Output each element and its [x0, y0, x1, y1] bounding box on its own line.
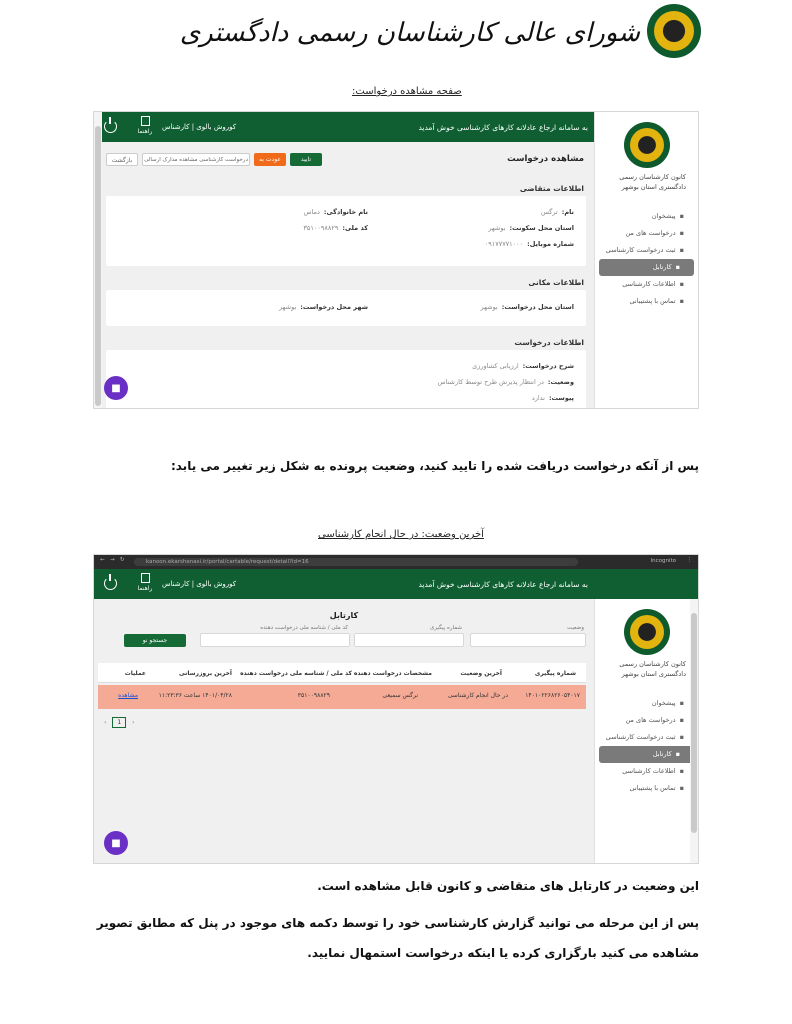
sidebar: [594, 112, 698, 408]
national-id-field: کد ملی:۳۵۱۰۰۹۸۸۲۹: [303, 224, 368, 232]
subject-field: شرح درخواست:ارزیابی کشاورزی: [472, 362, 574, 370]
user-label[interactable]: کوروش بالوی | کارشناس: [162, 580, 237, 588]
col-last-update: آخرین بروزرسانی: [179, 670, 232, 677]
guide-button[interactable]: راهنما: [134, 573, 156, 592]
table-header: [98, 663, 586, 683]
sidebar: [594, 599, 698, 863]
caption-last-status: آخرین وضعیت: در حال انجام کارشناسی: [318, 529, 484, 540]
col-national-id: کد ملی / شناسه ملی درخواست دهنده: [240, 670, 352, 677]
applicant-section-title: اطلاعات متقاضی: [519, 184, 584, 193]
cell-national-id: ۳۵۱۰۰۹۸۸۲۹: [297, 692, 330, 699]
paragraph-upload-report: پس از این مرحله می توانید گزارش کارشناسی خود را توسط دکمه های موجود در پنل که مطابق تصویر مشاهده می کنید بارگزاری کرده یا اینکه درخواست استمهال نمایید.: [96, 916, 699, 960]
screenshot-cartable: [93, 554, 699, 864]
nav-forward-icon[interactable]: →: [110, 557, 115, 563]
chat-button[interactable]: [104, 831, 128, 855]
sun-emblem-icon: [654, 11, 694, 51]
sidebar-logo: [624, 609, 670, 655]
app-topbar: [94, 569, 698, 599]
book-icon: [141, 573, 150, 583]
page-number[interactable]: 1: [112, 717, 126, 728]
reload-icon[interactable]: ↻: [120, 557, 125, 563]
sidebar-item-dashboard[interactable]: ▪ پیشخوان: [595, 695, 698, 712]
scrollbar[interactable]: [690, 599, 698, 863]
sidebar-item-support[interactable]: ▪ تماس با پشتیبانی: [595, 780, 698, 797]
sidebar-item-my-requests[interactable]: ▪ درخواست های من: [595, 225, 698, 242]
user-label[interactable]: کوروش بالوی | کارشناس: [162, 123, 237, 131]
page-title: کارتابل: [329, 611, 359, 620]
address-bar[interactable]: kanoon.ekarshenasi.ir/portal/cartable/request/detail?id=16: [134, 558, 578, 566]
guide-button[interactable]: راهنما: [134, 116, 156, 135]
name-field: نام:ترگس: [540, 208, 574, 216]
view-documents-button[interactable]: درخواست کارشناسی مشاهده مدارک ارسالی: [142, 153, 250, 166]
sun-emblem-icon: [630, 615, 664, 649]
sidebar-org-name: کانون کارشناسان رسمی دادگستری استان بوشهر: [619, 660, 686, 678]
family-field: نام خانوادگی:دماس: [303, 208, 368, 216]
confirm-button[interactable]: تایید: [290, 153, 322, 166]
sidebar-item-cartable[interactable]: ▪ کارتابل: [599, 746, 694, 763]
chat-icon: ■: [111, 382, 121, 394]
sidebar-item-my-requests[interactable]: ▪ درخواست های من: [595, 712, 698, 729]
chat-icon: ■: [111, 837, 121, 849]
prev-page-icon[interactable]: ‹: [104, 719, 107, 726]
power-icon[interactable]: [104, 577, 117, 590]
tracking-input[interactable]: [354, 633, 464, 647]
pagination: [104, 717, 134, 728]
cell-requester: نرگس سمیعی: [382, 692, 418, 699]
welcome-text: به سامانه ارجاع عادلانه کارهای کارشناسی خوش آمدید: [418, 123, 588, 132]
applicant-card: [106, 196, 586, 266]
org-title: شورای عالی کارشناسان رسمی دادگستری: [179, 18, 640, 48]
screenshot-view-request: [93, 111, 699, 409]
sidebar-item-expert-info[interactable]: ▪ اطلاعات کارشناسی: [595, 763, 698, 780]
nav-back-icon[interactable]: ←: [100, 557, 105, 563]
caption-view-request: صفحه مشاهده درخواست:: [352, 86, 462, 97]
browser-bar: [94, 555, 698, 569]
next-page-icon[interactable]: ›: [132, 719, 135, 726]
request-section-title: اطلاعات درخواست: [514, 338, 584, 347]
sidebar-org-name: کانون کارشناسان رسمی دادگستری استان بوشهر: [619, 173, 686, 191]
col-tracking: شماره پیگیری: [534, 670, 576, 677]
welcome-text: به سامانه ارجاع عادلانه کارهای کارشناسی خوش آمدید: [418, 580, 588, 589]
sidebar-item-support[interactable]: ▪ تماس با پشتیبانی: [595, 293, 698, 310]
location-section-title: اطلاعات مکانی: [528, 278, 584, 287]
main-content: [94, 599, 594, 863]
sun-emblem-icon: [630, 128, 664, 162]
cell-last-status: در حال انجام کارشناسی: [447, 692, 508, 699]
attachment-field: پیوست:ندارد: [531, 394, 574, 402]
return-button[interactable]: عودت به: [254, 153, 286, 166]
chat-button[interactable]: [104, 376, 128, 400]
book-icon: [141, 116, 150, 126]
power-icon[interactable]: [104, 120, 117, 133]
cell-last-update: ۱۴۰۱/۰۴/۲۸ ساعت ۱۱:۲۳:۳۶: [158, 692, 232, 699]
search-button[interactable]: جستجو نو: [124, 634, 186, 647]
table-row[interactable]: [98, 685, 586, 709]
request-card: [106, 350, 586, 409]
sidebar-item-expert-info[interactable]: ▪ اطلاعات کارشناسی: [595, 276, 698, 293]
national-id-input[interactable]: [200, 633, 350, 647]
sidebar-logo: [624, 122, 670, 168]
status-filter[interactable]: [470, 633, 586, 647]
col-last-status: آخرین وضعیت: [460, 670, 502, 677]
col-actions: عملیات: [124, 670, 146, 677]
location-card: [106, 290, 586, 326]
tracking-filter-label: شماره پیگیری: [430, 625, 462, 631]
status-field: وضعیت:در انتظار پذیرش طرح توسط کارشناس: [437, 378, 574, 386]
paragraph-cartable-visibility: این وضعیت در کارتابل های متقاضی و کانون قابل مشاهده است.: [317, 879, 699, 893]
province-field: استان محل سکونت:بوشهر: [488, 224, 574, 232]
status-filter-label: وضعیت: [566, 625, 584, 631]
mobile-field: شماره موبایل:۰۹۱۷۷۷۷۱۰۰۰: [484, 240, 574, 248]
col-requester: مشخصات درخواست دهنده: [353, 670, 432, 677]
sidebar-item-new-request[interactable]: ▪ ثبت درخواست کارشناسی: [595, 242, 698, 259]
nid-filter-label: کد ملی / شناسه ملی درخواست دهنده: [260, 625, 348, 631]
paragraph-status-change: پس از آنکه درخواست دریافت شده را تایید کنید، وضعیت پرونده به شکل زیر تغییر می یابد:: [170, 459, 699, 473]
page-title: مشاهده درخواست: [507, 154, 584, 164]
incognito-label: Incognito: [650, 558, 676, 564]
back-button[interactable]: بازگشت: [106, 153, 138, 166]
view-link[interactable]: مشاهده: [118, 692, 138, 699]
sidebar-item-dashboard[interactable]: ▪ پیشخوان: [595, 208, 698, 225]
request-province-field: استان محل درخواست:بوشهر: [480, 303, 574, 311]
scrollbar[interactable]: [94, 112, 102, 408]
request-city-field: شهر محل درخواست:بوشهر: [279, 303, 368, 311]
sidebar-item-new-request[interactable]: ▪ ثبت درخواست کارشناسی: [595, 729, 698, 746]
main-content: [102, 142, 594, 408]
menu-icon[interactable]: ⋮: [686, 557, 692, 563]
cell-tracking: ۱۴۰۱۰۲۲۶۸۲۶۰۵۴۰۱۷: [525, 692, 580, 699]
sidebar-item-cartable[interactable]: ▪ کارتابل: [599, 259, 694, 276]
org-logo: [647, 4, 701, 58]
